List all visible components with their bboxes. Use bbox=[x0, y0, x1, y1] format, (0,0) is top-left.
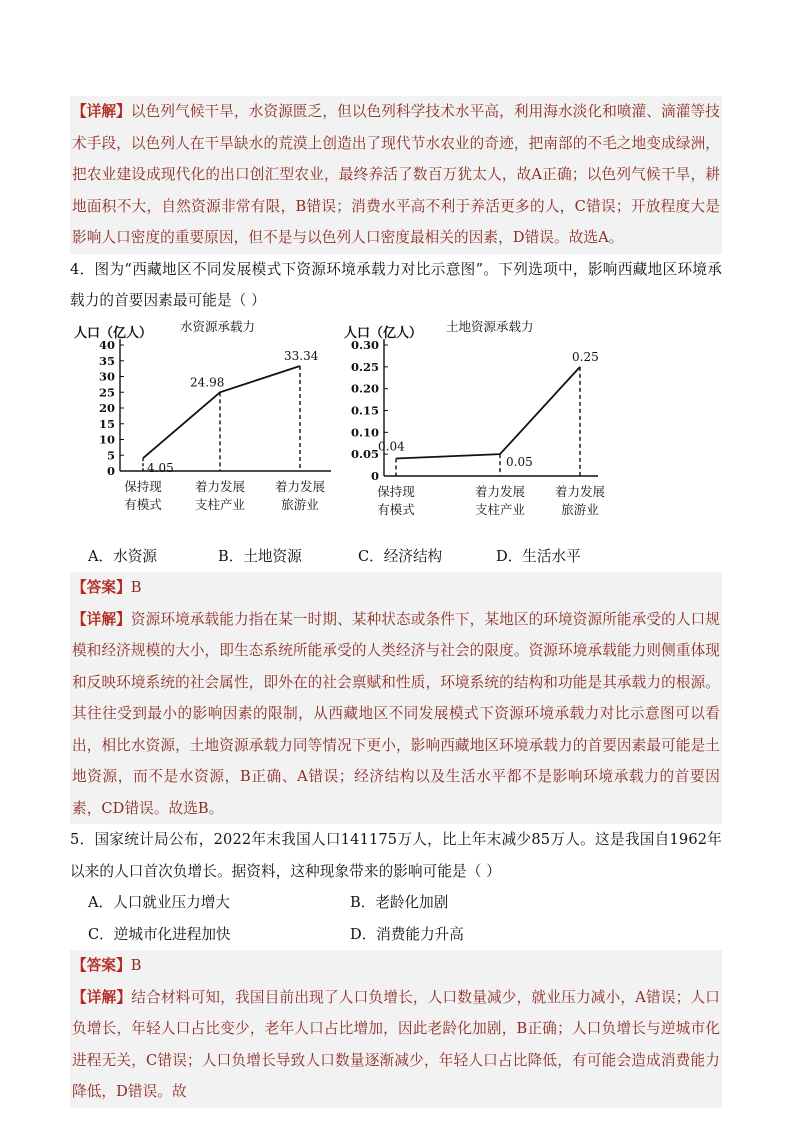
x-tick-label: 有模式 bbox=[124, 496, 162, 512]
y-tick-label: 0.20 bbox=[350, 381, 379, 396]
detail-tag: 【详解】 bbox=[72, 103, 131, 120]
option-d[interactable]: D．消费能力升高 bbox=[350, 925, 464, 943]
data-label: 33.34 bbox=[284, 348, 319, 363]
y-tick-label: 0.05 bbox=[350, 446, 379, 461]
option-c[interactable]: C．逆城市化进程加快 bbox=[88, 925, 231, 943]
x-tick-label: 着力发展 bbox=[474, 483, 526, 499]
detail-block-q3 bbox=[70, 96, 722, 254]
y-axis-label: 人口（亿人） bbox=[74, 325, 153, 341]
y-tick-label: 0 bbox=[106, 463, 115, 478]
option-c[interactable]: C．经济结构 bbox=[358, 547, 443, 565]
chart-title: 土地资源承载力 bbox=[446, 318, 534, 334]
y-tick-label: 0.30 bbox=[350, 337, 379, 352]
answer-tag: 【答案】 bbox=[72, 957, 131, 974]
x-tick-label: 着力发展 bbox=[194, 478, 246, 494]
x-tick-label: 有模式 bbox=[377, 501, 415, 517]
detail-text: 资源环境承载能力指在某一时期、某种状态或条件下，某地区的环境资源所能承受的人口规模和经济规模的大小，即生态系统所能承受的人类经济与社会的限度。资源环境承载能力则侧重体现和反映环境系统的社会属性，即外在的社会禀赋和性质，环境系统的结构和功能是其承载力的根源。其往往受到最小的影响因素的限制，从西藏地区不同发展模式下资源环境承载力对比示意图可以看出，相比水资源，土地资源承载力同等情况下更小，影响西藏地区环境承载力的首要因素最可能是土地资源，而不是水资源，B正确、A错误；经济结构以及生活水平都不是影响环境承载力的首要因素，CD错误。故选B。 bbox=[72, 610, 720, 817]
y-tick-label: 15 bbox=[98, 416, 115, 431]
y-tick-label: 25 bbox=[98, 384, 115, 399]
data-label: 0.04 bbox=[378, 439, 405, 454]
answer-value: B bbox=[130, 579, 142, 596]
option-b[interactable]: B．土地资源 bbox=[218, 547, 302, 565]
detail-text: 结合材料可知，我国目前出现了人口负增长，人口数量减少，就业压力减小，A错误；人口负增长，年轻人口占比变少，老年人口占比增加，因此老龄化加剧，B正确；人口负增长与逆城市化进程无关，C错误；人口负增长导致人口数量逐渐减少，年轻人口占比降低，有可能会造成消费能力降低，D错误。故 bbox=[72, 988, 720, 1100]
detail-block-q4 bbox=[70, 604, 722, 825]
answer-block-q4 bbox=[70, 572, 722, 604]
y-tick-label: 40 bbox=[98, 337, 115, 352]
x-tick-label: 保持现 bbox=[124, 478, 162, 494]
detail-tag: 【详解】 bbox=[72, 988, 132, 1006]
y-tick-label: 0.25 bbox=[350, 359, 379, 374]
y-tick-label: 0 bbox=[370, 468, 379, 483]
data-label: 24.98 bbox=[190, 374, 225, 389]
y-tick-label: 0.15 bbox=[350, 403, 379, 417]
detail-text: 以色列气候干旱，水资源匮乏，但以色列科学技术水平高，利用海水淡化和喷灌、滴灌等技术手段，以色列人在干旱缺水的荒漠上创造出了现代节水农业的奇迹，把南部的不毛之地变成绿洲，把农业建设成现代化的出口创汇型农业，最终养活了数百万犹太人，故A正确；以色列气候干旱，耕地面积不大，自然资源非常有限，B错误；消费水平高不利于养活更多的人，C错误；开放程度大是影响人口密度的重要原因，但不是与以色列人口密度最相关的因素，D错误。故选A。 bbox=[72, 103, 720, 246]
y-tick-label: 20 bbox=[98, 400, 115, 415]
x-tick-label: 着力发展 bbox=[554, 483, 606, 499]
answer-tag: 【答案】 bbox=[72, 579, 131, 596]
chart-land-capacity bbox=[340, 319, 610, 541]
x-tick-label: 旅游业 bbox=[281, 496, 319, 512]
detail-tag: 【详解】 bbox=[72, 610, 131, 628]
x-tick-label: 支柱产业 bbox=[194, 496, 246, 512]
y-tick-label: 30 bbox=[98, 369, 115, 383]
option-a[interactable]: A．水资源 bbox=[88, 547, 157, 565]
option-d[interactable]: D．生活水平 bbox=[496, 547, 581, 565]
question-5-options bbox=[88, 887, 722, 950]
question-4-options bbox=[88, 541, 722, 573]
question-4-stem: 4．图为“西藏地区不同发展模式下资源环境承载力对比示意图”。下列选项中，影响西藏地区环境承载力的首要因素最可能是（ ） bbox=[70, 260, 722, 309]
y-tick-label: 0.10 bbox=[350, 424, 379, 439]
x-tick-label: 着力发展 bbox=[274, 478, 326, 494]
detail-block-q5 bbox=[70, 982, 722, 1108]
chart-water-capacity bbox=[70, 319, 340, 541]
y-tick-label: 35 bbox=[98, 353, 115, 368]
chart-title: 水资源承载力 bbox=[180, 318, 256, 334]
data-label: 0.05 bbox=[506, 454, 533, 469]
x-tick-label: 保持现 bbox=[377, 483, 415, 499]
figure-carrying-capacity bbox=[70, 319, 722, 541]
series-line bbox=[396, 366, 580, 458]
y-tick-label: 10 bbox=[98, 432, 115, 446]
x-tick-label: 支柱产业 bbox=[474, 501, 526, 517]
data-label: 4.05 bbox=[147, 460, 174, 475]
answer-block-q5 bbox=[70, 950, 722, 982]
answer-value: B bbox=[130, 957, 142, 974]
question-5-stem: 5．国家统计局公布，2022年末我国人口141175万人，比上年末减少85万人。这是我国自1962年以来的人口首次负增长。据资料，这种现象带来的影响可能是（ ） bbox=[70, 831, 722, 880]
data-label: 0.25 bbox=[572, 349, 599, 364]
option-b[interactable]: B．老龄化加剧 bbox=[350, 894, 449, 911]
option-a[interactable]: A．人口就业压力增大 bbox=[88, 894, 230, 911]
y-axis-label: 人口（亿人） bbox=[344, 325, 423, 341]
y-tick-label: 5 bbox=[106, 447, 115, 462]
x-tick-label: 旅游业 bbox=[561, 501, 599, 517]
page-content bbox=[70, 96, 722, 1108]
